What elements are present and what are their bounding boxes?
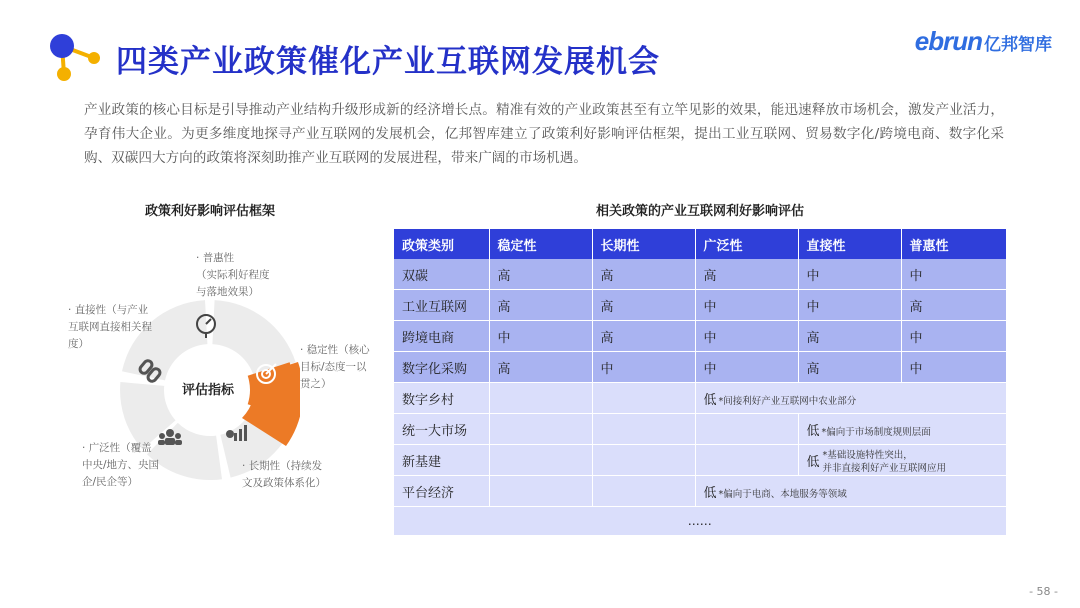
table-cell: 高 <box>798 321 901 352</box>
table-cell: 中 <box>901 259 1006 290</box>
table-row <box>394 352 1006 383</box>
rating-note: *偏向于电商、本地服务等领域 <box>718 488 847 500</box>
table-cell: 跨境电商 <box>394 321 489 352</box>
table-cell: 新基建 <box>394 445 489 476</box>
table-cell: 中 <box>798 290 901 321</box>
table-cell: 双碳 <box>394 259 489 290</box>
table-cell: 工业互联网 <box>394 290 489 321</box>
policy-evaluation-table <box>394 229 1007 536</box>
table-cell: 中 <box>901 352 1006 383</box>
table-cell: 高 <box>798 352 901 383</box>
header-cell: 广泛性 <box>695 229 798 259</box>
table-cell: 高 <box>695 259 798 290</box>
anno-universality: · 普惠性 （实际利好程度与落地效果） <box>196 252 270 298</box>
table-subtitle: 相关政策的产业互联网利好影响评估 <box>595 204 804 219</box>
brand-name-cn: 亿邦智库 <box>984 35 1052 55</box>
low-rating-cell: 低 *基础设施特性突出， 并非直接利好产业互联网应用 <box>798 445 1006 476</box>
table-row <box>394 445 1006 476</box>
table-row <box>394 476 1006 507</box>
rating-note: *基础设施特性突出， 并非直接利好产业互联网应用 <box>822 450 947 474</box>
table-cell: 数字化采购 <box>394 352 489 383</box>
table-cell: 数字乡村 <box>394 383 489 414</box>
header-cell: 政策类别 <box>394 229 489 259</box>
table-cell: 高 <box>489 259 592 290</box>
ellipsis-cell: …… <box>394 507 1006 536</box>
anno-stability: · 稳定性（核心目标/态度一以贯之） <box>300 344 370 390</box>
table-cell: 平台经济 <box>394 476 489 507</box>
table-row <box>394 259 1006 290</box>
table-cell: 中 <box>592 352 695 383</box>
table-row <box>394 290 1006 321</box>
anno-longevity: · 长期性（持续发文及政策体系化） <box>242 460 326 489</box>
table-cell: 统一大市场 <box>394 414 489 445</box>
header-cell: 长期性 <box>592 229 695 259</box>
table-cell: 中 <box>489 321 592 352</box>
page-title: 四类产业政策催化产业互联网发展机会 <box>116 44 660 80</box>
table-cell: 中 <box>798 259 901 290</box>
wheel-center-label: 评估指标 <box>181 383 235 398</box>
anno-directness: · 直接性（与产业互联网直接相关程度） <box>68 304 152 350</box>
table-row <box>394 321 1006 352</box>
low-rating-cell: 低 *偏向于电商、本地服务等领域 <box>695 476 1006 507</box>
table-cell: 中 <box>695 321 798 352</box>
brand-name-en: ebrun <box>914 26 982 56</box>
page-number: - 58 - <box>1029 585 1058 598</box>
table-cell: 高 <box>592 259 695 290</box>
table-cell: 高 <box>489 352 592 383</box>
header-cell: 直接性 <box>798 229 901 259</box>
table-cell: 高 <box>489 290 592 321</box>
table-cell: 高 <box>901 290 1006 321</box>
table-cell: 中 <box>901 321 1006 352</box>
anno-breadth: · 广泛性（覆盖中央/地方、央国企/民企等） <box>82 442 160 488</box>
table-header-row <box>394 229 1006 259</box>
brand-logo <box>915 26 1052 57</box>
low-rating-cell: 低 *偏向于市场制度规则层面 <box>798 414 1006 445</box>
rating-note: *间接利好产业互联网中农业部分 <box>718 395 857 407</box>
table-cell: 中 <box>695 352 798 383</box>
table-row <box>394 414 1006 445</box>
header-cell: 稳定性 <box>489 229 592 259</box>
intro-paragraph: 产业政策的核心目标是引导推动产业结构升级形成新的经济增长点。精准有效的产业政策甚至有立竿见影的效果，能迅速释放市场机会，激发产业活力，孕育伟大企业。为更多维度地探寻产业互联网的发展机会，亿邦智库建立了政策利好影响评估框架，提出工业互联网、贸易数字化/跨境电商、数字化采购、双碳四大方向的政策将深刻助推产业互联网的发展进程，带来广阔的市场机遇。 <box>84 102 1004 166</box>
rating-note: *偏向于市场制度规则层面 <box>821 426 931 438</box>
framework-subtitle: 政策利好影响评估框架 <box>144 204 275 219</box>
header-cell: 普惠性 <box>901 229 1006 259</box>
molecule-logo-icon <box>46 34 106 84</box>
table-cell: 中 <box>695 290 798 321</box>
table-more-row <box>394 507 1006 536</box>
low-rating-cell: 低 *间接利好产业互联网中农业部分 <box>695 383 1006 414</box>
table-row <box>394 383 1006 414</box>
table-cell: 高 <box>592 321 695 352</box>
table-cell: 高 <box>592 290 695 321</box>
